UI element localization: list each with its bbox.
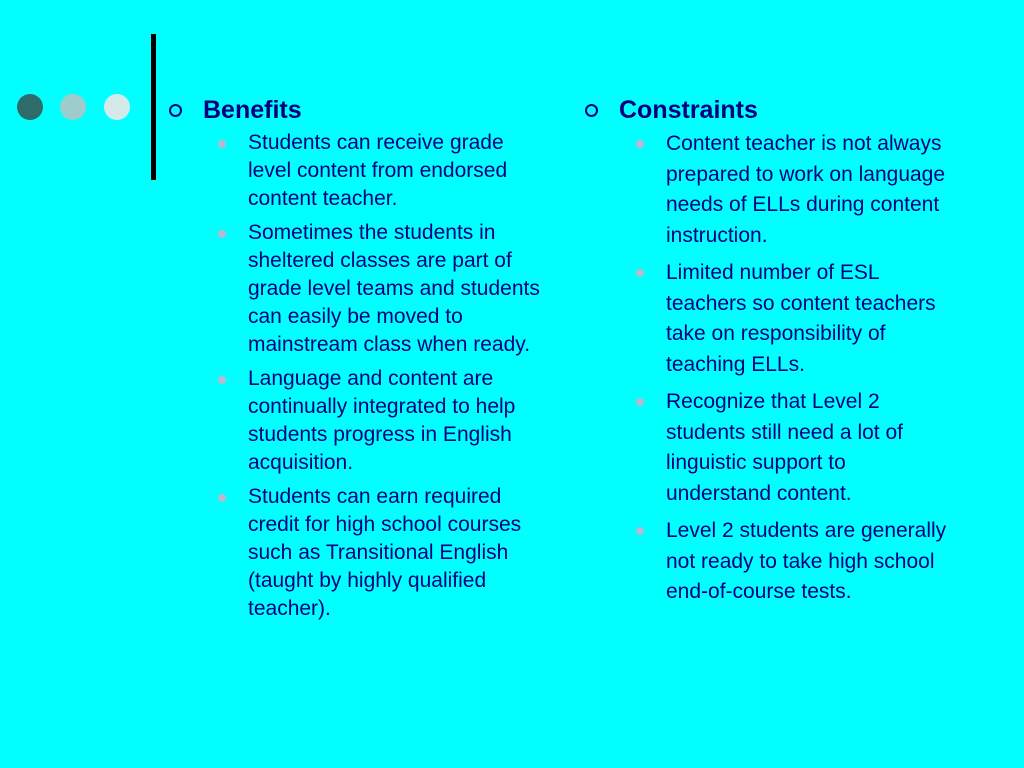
constraints-item	[582, 129, 954, 251]
ring-bullet-icon	[585, 104, 598, 117]
constraints-item-text: Level 2 students are generally not ready to take high school end-of-course tests.	[666, 519, 947, 603]
benefits-item-text: Students can earn required credit for high school courses such as Transitional English (taught by highly qualified teacher).	[248, 485, 522, 620]
benefits-item	[166, 483, 540, 623]
dot-bullet-icon	[636, 269, 644, 277]
constraints-item-text: Limited number of ESL teachers so content teachers take on responsibility of teaching ELLs.	[666, 261, 936, 376]
benefits-title: Benefits	[203, 96, 302, 124]
benefits-column	[166, 96, 546, 629]
constraints-title: Constraints	[619, 96, 758, 124]
dot-bullet-icon	[218, 376, 226, 384]
constraints-column	[582, 96, 962, 615]
constraints-item-text: Content teacher is not always prepared to work on language needs of ELLs during content instruction.	[666, 132, 946, 247]
constraints-list	[582, 129, 962, 608]
benefits-item	[166, 129, 540, 213]
benefits-heading	[166, 96, 546, 125]
dot-bullet-icon	[636, 140, 644, 148]
benefits-item-text: Students can receive grade level content from endorsed content teacher.	[248, 131, 508, 210]
dot-bullet-icon	[218, 494, 226, 502]
dot-bullet-icon	[218, 140, 226, 148]
constraints-item	[582, 387, 954, 509]
constraints-item-text: Recognize that Level 2 students still need a lot of linguistic support to understand content.	[666, 390, 903, 505]
dot-bullet-icon	[636, 527, 644, 535]
benefits-item	[166, 365, 540, 477]
decorative-dot-medium	[60, 94, 86, 120]
benefits-item-text: Sometimes the students in sheltered classes are part of grade level teams and students can easily be moved to mainstream class when ready.	[248, 221, 540, 356]
benefits-item-text: Language and content are continually integrated to help students progress in English acquisition.	[248, 367, 516, 474]
benefits-item	[166, 219, 540, 359]
constraints-heading	[582, 96, 962, 125]
decorative-dot-light	[104, 94, 130, 120]
decorative-dot-dark	[17, 94, 43, 120]
ring-bullet-icon	[169, 104, 182, 117]
constraints-item	[582, 258, 954, 380]
dot-bullet-icon	[218, 230, 226, 238]
decorative-vertical-line	[151, 34, 156, 180]
constraints-item	[582, 516, 954, 608]
benefits-list	[166, 129, 546, 623]
dot-bullet-icon	[636, 398, 644, 406]
